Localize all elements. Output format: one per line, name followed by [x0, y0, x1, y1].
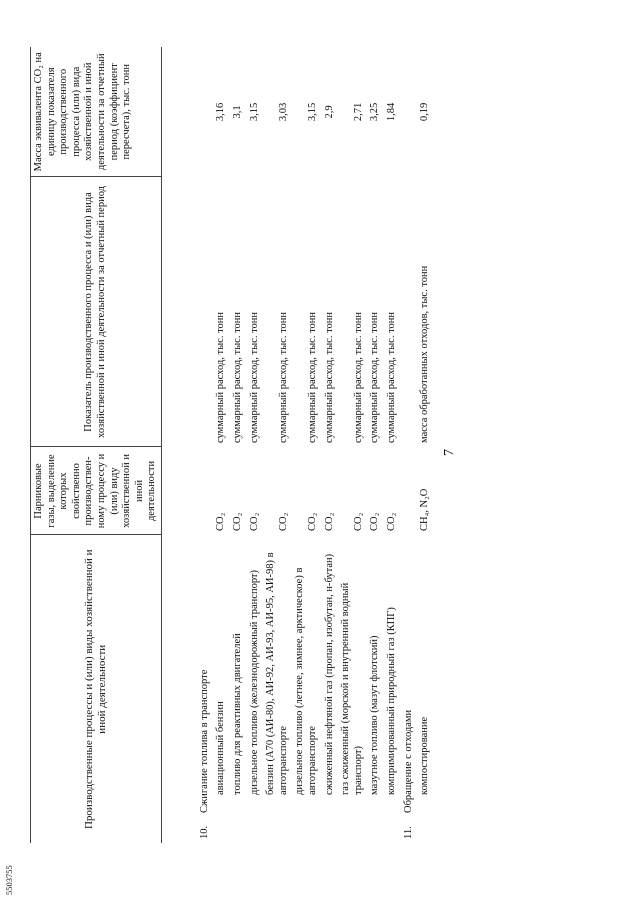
- row-activity: дизельное топливо (железнодорожный транспорт): [248, 569, 260, 795]
- document-id: 5503755: [4, 865, 14, 895]
- row-coefficient: 3,25: [369, 102, 381, 122]
- row-gases: CH₄, N₂O: [419, 488, 431, 531]
- table-row: [247, 47, 264, 843]
- row-activity: Обращение с отходами: [402, 709, 414, 813]
- row-number: [417, 817, 434, 843]
- row-gases: CO₂: [232, 512, 244, 531]
- row-indicator: [401, 177, 418, 447]
- row-activity: сжиженный нефтяной газ (пропан, изобутан, н-бутан): [323, 553, 335, 795]
- row-number: 10.: [198, 825, 210, 839]
- table-row: [367, 47, 384, 843]
- row-gases: CO₂: [385, 512, 397, 531]
- row-gases: CO₂: [277, 512, 289, 531]
- row-indicator: суммарный расход, тыс. тонн: [352, 311, 364, 443]
- table-row: [213, 47, 230, 843]
- row-number: [292, 817, 321, 843]
- row-number: [213, 817, 230, 843]
- row-indicator: суммарный расход, тыс. тонн: [277, 311, 289, 443]
- row-gases: [161, 447, 213, 535]
- row-activity: Сжигание топлива в транспорте: [198, 669, 210, 813]
- row-coefficient: 3,03: [277, 102, 289, 122]
- table-row: [292, 47, 321, 843]
- row-coefficient: 1,84: [385, 102, 397, 122]
- row-indicator: суммарный расход, тыс. тонн: [248, 311, 260, 443]
- row-gases: CO₂: [215, 512, 227, 531]
- row-coefficient: 3,15: [307, 102, 318, 122]
- row-indicator: суммарный расход, тыс. тонн: [232, 311, 244, 443]
- row-indicator: масса обработанных отходов, тыс. тонн: [419, 265, 431, 443]
- row-indicator: суммарный расход, тыс. тонн: [385, 311, 397, 443]
- row-number: [384, 817, 401, 843]
- table-row: [322, 47, 339, 843]
- row-coefficient: 3,1: [232, 105, 244, 119]
- row-indicator: суммарный расход, тыс. тонн: [323, 311, 335, 443]
- table-row: [338, 47, 367, 843]
- row-coefficient: 3,15: [248, 102, 260, 122]
- row-number: [263, 817, 292, 843]
- row-gases: CO₂: [323, 512, 335, 531]
- row-number: [367, 817, 384, 843]
- row-activity: компостирование: [419, 716, 431, 795]
- table-row: [384, 47, 401, 843]
- row-activity: газ сжиженный (морской и внутренний водный транспорт): [340, 582, 364, 795]
- row-gases: CO₂: [369, 512, 381, 531]
- row-number: 11.: [402, 826, 414, 839]
- row-indicator: суммарный расход, тыс. тонн: [215, 311, 227, 443]
- table-header-row: [31, 47, 162, 843]
- row-gases: [401, 447, 418, 535]
- row-gases: CO₂: [352, 512, 364, 531]
- row-coefficient: 2,9: [323, 105, 335, 119]
- row-indicator: суммарный расход, тыс. тонн: [369, 311, 381, 443]
- header-coefficient: Масса эквивалента CO₂ на единицу показателя производственного процесса (или) вида хозяйственной и иной деятельности за отчетный период (коэффициент пересчета), тыс. тонн: [31, 47, 162, 177]
- row-number: [338, 817, 367, 843]
- table-row: [263, 47, 292, 843]
- table-row: [230, 47, 247, 843]
- table-body: [161, 47, 433, 843]
- row-number: [322, 817, 339, 843]
- row-gases: CO₂: [307, 512, 318, 531]
- header-gases: Парниковые газы, выделение которых свойственно производствен-ному процессу и (или) виду хозяйственной и иной деятельности: [31, 447, 162, 535]
- emission-factors-table: [30, 47, 434, 843]
- row-activity: бензин (А70 (АИ-80), АИ-92, АИ-93, АИ-95, АИ-98) в автотранспорте: [265, 552, 289, 795]
- table-row: [161, 47, 213, 843]
- table-row: [417, 47, 434, 843]
- header-indicator: Показатель производственного процесса и (или) вида хозяйственной и иной деятельности за отчетный период: [31, 177, 162, 447]
- header-activity: Производственные процессы и (или) виды хозяйственной и иной деятельности: [82, 549, 108, 830]
- row-activity: авиационный бензин: [215, 701, 227, 795]
- page-number: 7: [442, 449, 457, 456]
- row-activity: мазутное топливо (мазут флотский): [369, 635, 381, 795]
- row-coefficient: 0,19: [419, 102, 431, 122]
- row-gases: CO₂: [248, 512, 260, 531]
- row-activity: компримированный природный газ (КПГ): [385, 607, 397, 795]
- row-activity: топливо для реактивных двигателей: [232, 633, 244, 795]
- row-coefficient: [161, 47, 213, 177]
- row-activity: дизельное топливо (летнее, зимнее, арктическое) в автотранспорте: [294, 567, 318, 795]
- row-coefficient: [401, 47, 418, 177]
- row-number: [230, 817, 247, 843]
- row-indicator: суммарный расход, тыс. тонн: [307, 311, 318, 443]
- row-coefficient: 2,71: [352, 102, 364, 122]
- row-number: [247, 817, 264, 843]
- row-indicator: [161, 177, 213, 447]
- row-coefficient: 3,16: [215, 102, 227, 122]
- table-row: [401, 47, 418, 843]
